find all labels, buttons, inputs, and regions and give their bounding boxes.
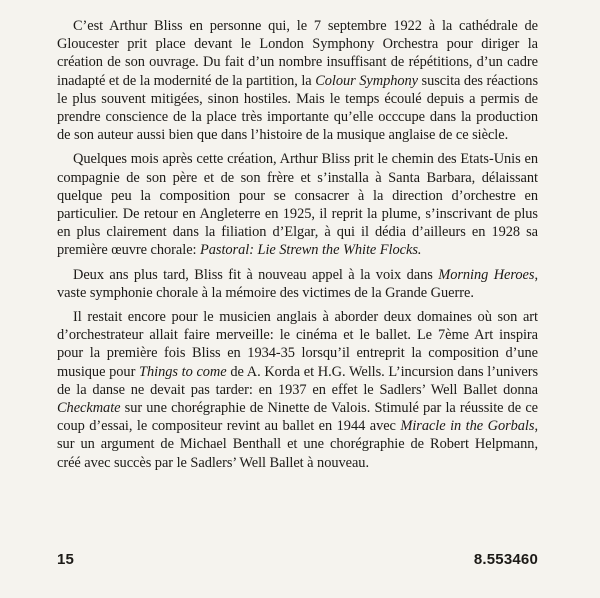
- text-run: , sur un argument de Michael Benthall et une chorégraphie de Robert Helpmann, créé avec succès par le Sadlers’ Well Ballet à nouveau.: [57, 418, 538, 471]
- catalog-number: 8.553460: [473, 551, 538, 568]
- work-title: Miracle in the Gorbals: [400, 418, 535, 435]
- text-run: , vaste symphonie chorale à la mémoire des victimes de la Grande Guerre.: [57, 266, 538, 301]
- body-text: [57, 17, 538, 478]
- work-title: Morning Heroes: [438, 266, 535, 283]
- text-run: Quelques mois après cette création, Arthur Bliss prit le chemin des Etats-Unis en compagnie de son père et de son frère et s’installa à Santa Barbara, délaissant quelque peu la composition pour se consacrer à la direction d’orchestre en particulier. De retour en Angleterre en 1925, il reprit la plume, s’inscrivant de plus en plus clairement dans la filiation d’Elgar, à qui il dédia d’ailleurs en 1928 sa première œuvre chorale:: [57, 151, 538, 259]
- work-title: Colour Symphony: [315, 72, 418, 89]
- page-number: 15: [57, 551, 75, 568]
- paragraph-1: [57, 17, 538, 144]
- text-run: sur une chorégraphie de Ninette de Valois. Stimulé par la réussite de ce coup d’essai, le compositeur revint au ballet en 1944 avec: [57, 400, 538, 435]
- work-title: Pastoral: Lie Strewn the White Flocks.: [200, 242, 422, 259]
- text-run: Deux ans plus tard, Bliss fit à nouveau appel à la voix dans: [73, 266, 439, 283]
- paragraph-4: [57, 308, 538, 472]
- text-run: de A. Korda et H.G. Wells. L’incursion dans l’univers de la danse ne devait pas tarder: en 1937 en effet le Sadlers’ Well Ballet donna: [57, 363, 538, 398]
- text-run: suscita des réactions le plus souvent mitigées, sinon hostiles. Mais le temps écoulé depuis a permis de prendre conscience de la place très importante qu’elle occcupe dans la production de son auteur aussi bien que dans l’histoire de la musique anglaise de ce siècle.: [57, 72, 539, 144]
- work-title: Things to come: [139, 363, 227, 380]
- text-run: Il restait encore pour le musicien anglais à aborder deux domaines où son art d’orchestrateur allait faire merveille: le cinéma et le ballet. Le 7ème Art inspira pour la première fois Bliss en 1934-35 lorsqu’il entreprit la composition d’une musique pour: [57, 309, 538, 380]
- text-run: C’est Arthur Bliss en personne qui, le 7 septembre 1922 à la cathédrale de Gloucester prit place devant le London Symphony Orchestra pour diriger la création de son ouvrage. Du fait d’un nombre insuffisant de répétitions, d’un cadre inadapté et de la modernité de la partition, la: [57, 18, 538, 89]
- paragraph-2: [57, 150, 538, 259]
- paragraph-3: [57, 266, 538, 302]
- work-title: Checkmate: [57, 400, 121, 417]
